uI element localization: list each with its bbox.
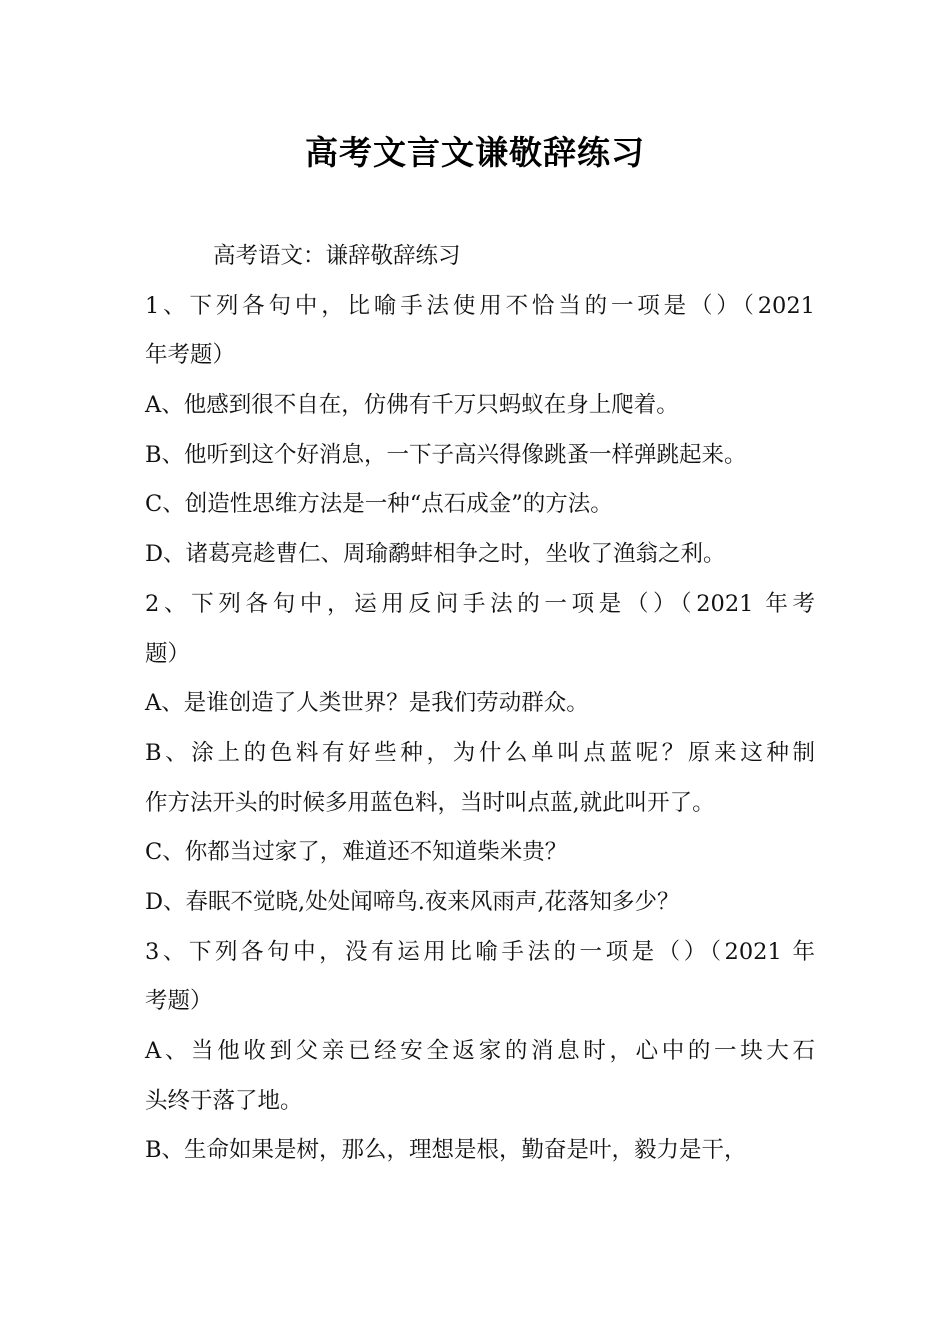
- question-1-option-b: B、他听到这个好消息，一下子高兴得像跳蚤一样弹跳起来。: [145, 441, 747, 468]
- question-1-option-a: A、他感到很不自在，仿佛有千万只蚂蚁在身上爬着。: [145, 392, 679, 419]
- question-3-stem-cont: 考题）: [145, 988, 213, 1015]
- subtitle-line: 高考语文：谦辞敬辞练习: [213, 243, 461, 269]
- question-3-option-a: A、当他收到父亲已经安全返家的消息时，心中的一块大石: [145, 1038, 815, 1064]
- question-3-stem: 3、下列各句中，没有运用比喻手法的一项是（）（2021 年: [145, 938, 815, 965]
- question-1-option-d: D、诸葛亮趁曹仁、周瑜鹬蚌相争之时，坐收了渔翁之利。: [145, 541, 726, 568]
- document-title: 高考文言文谦敬辞练习: [305, 133, 645, 172]
- question-2-option-b-cont: 作方法开头的时候多用蓝色料，当时叫点蓝,就此叫开了。: [145, 789, 715, 816]
- question-2-option-d: D、春眠不觉晓,处处闻啼鸟.夜来风雨声,花落知多少？: [145, 888, 680, 915]
- question-1-option-c: C、创造性思维方法是一种“点石成金”的方法。: [145, 491, 613, 518]
- question-3-option-b: B、生命如果是树，那么，理想是根，勤奋是叶，毅力是干，: [145, 1137, 747, 1164]
- document-body: [145, 232, 815, 1176]
- question-1-stem: 1、下列各句中，比喻手法使用不恰当的一项是（）（2021: [145, 292, 815, 319]
- question-2-option-c: C、你都当过家了，难道还不知道柴米贵？: [145, 839, 568, 866]
- question-2-stem: 2、下列各句中，运用反问手法的一项是（）（2021 年考: [145, 590, 815, 617]
- question-2-option-b: B、涂上的色料有好些种，为什么单叫点蓝呢？原来这种制: [145, 739, 815, 766]
- question-2-stem-cont: 题）: [145, 640, 191, 667]
- question-3-option-a-cont: 头终于落了地。: [145, 1087, 303, 1114]
- question-1-stem-cont: 年考题）: [145, 342, 236, 369]
- question-2-option-a: A、是谁创造了人类世界？是我们劳动群众。: [145, 690, 589, 717]
